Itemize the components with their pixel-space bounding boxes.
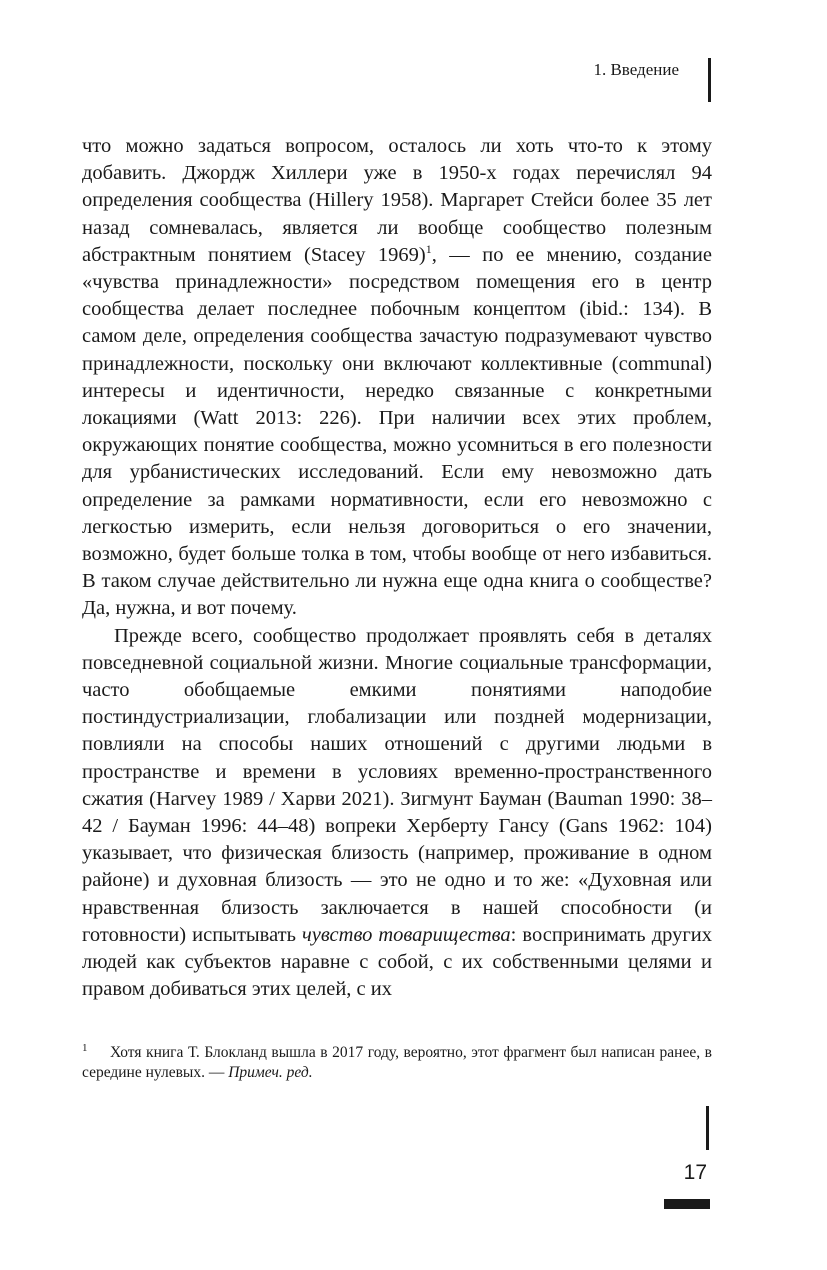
header-vertical-rule — [708, 58, 711, 102]
paragraph-1 — [82, 133, 712, 623]
page-number: 17 — [683, 1161, 707, 1184]
paragraph-1-text: что можно задаться вопросом, осталось ли хоть что-то к этому добавить. Джордж Хиллери уже в 1950-х годах перечислял 94 определения сообщества (Hillery 1958). Маргарет Стейси более 35 лет назад сомневалась, является ли вообще сообщество полезным абстрактным понятием (Stacey 1969) — [82, 135, 712, 266]
footer-vertical-rule — [706, 1106, 709, 1150]
page-number-bar — [664, 1199, 710, 1209]
paragraph-2-text-continued: : воспринимать других людей как субъектов наравне с собой, с их собственными целями и правом добиваться этих целей, с их — [82, 923, 713, 1001]
paragraph-2-emphasis: чувство товарищества — [302, 923, 511, 946]
paragraph-2 — [82, 623, 712, 1004]
paragraph-2-text: Прежде всего, сообщество продолжает проявлять себя в деталях повседневной социальной жизни. Многие социальные трансформации, часто обобщаемые емкими понятиями наподобие постиндустриализации, глобализации или поздней модернизации, повлияли на способы наших отношений с другими людьми в пространстве и времени в условиях временно-пространственного сжатия (Harvey 1989 / Харви 2021). Зигмунт Бауман (Bauman 1990: 38–42 / Бауман 1996: 44–48) вопреки Херберту Гансу (Gans 1962: 104) указывает, что физическая близость (например, проживание в одном районе) и духовная близость — это не одно и то же: «Духовная или нравственная близость заключается в нашей способности (и готовности) испытывать — [82, 624, 712, 946]
paragraph-1-text-continued: , — по ее мнению, создание «чувства принадлежности» посредством помещения его в центр сообщества делает последнее побочным концептом (ibid.: 134). В самом деле, определения сообщества зачастую подразумевают чувство принадлежности, поскольку они включают коллективные (communal) интересы и идентичности, нередко связанные с конкретными локациями (Watt 2013: 226). При наличии всех этих проблем, окружающих понятие сообщества, можно усомниться в его полезности для урбанистических исследований. Если ему невозможно дать определение за рамками нормативности, если его невозможно с легкостью измерить, если нельзя договориться о его значении, возможно, будет больше толка в том, чтобы вообще от него избавиться. В таком случае действительно ли нужна еще одна книга о сообществе? Да, нужна, и вот почему. — [82, 243, 712, 620]
running-head-title: 1. Введение — [593, 60, 679, 79]
footnote: 1 Хотя книга Т. Блокланд вышла в 2017 году, вероятно, этот фрагмент был написан ранее, в середине нулевых. — Примеч. ред. — [82, 1041, 712, 1081]
main-text — [82, 133, 712, 1004]
footnote-reference: 1 — [425, 241, 432, 256]
footnote-editor-note: Примеч. ред. — [228, 1064, 313, 1081]
footnote-text: Хотя книга Т. Блокланд вышла в 2017 году, вероятно, этот фрагмент был написан ранее, в середине нулевых. — — [82, 1044, 712, 1081]
